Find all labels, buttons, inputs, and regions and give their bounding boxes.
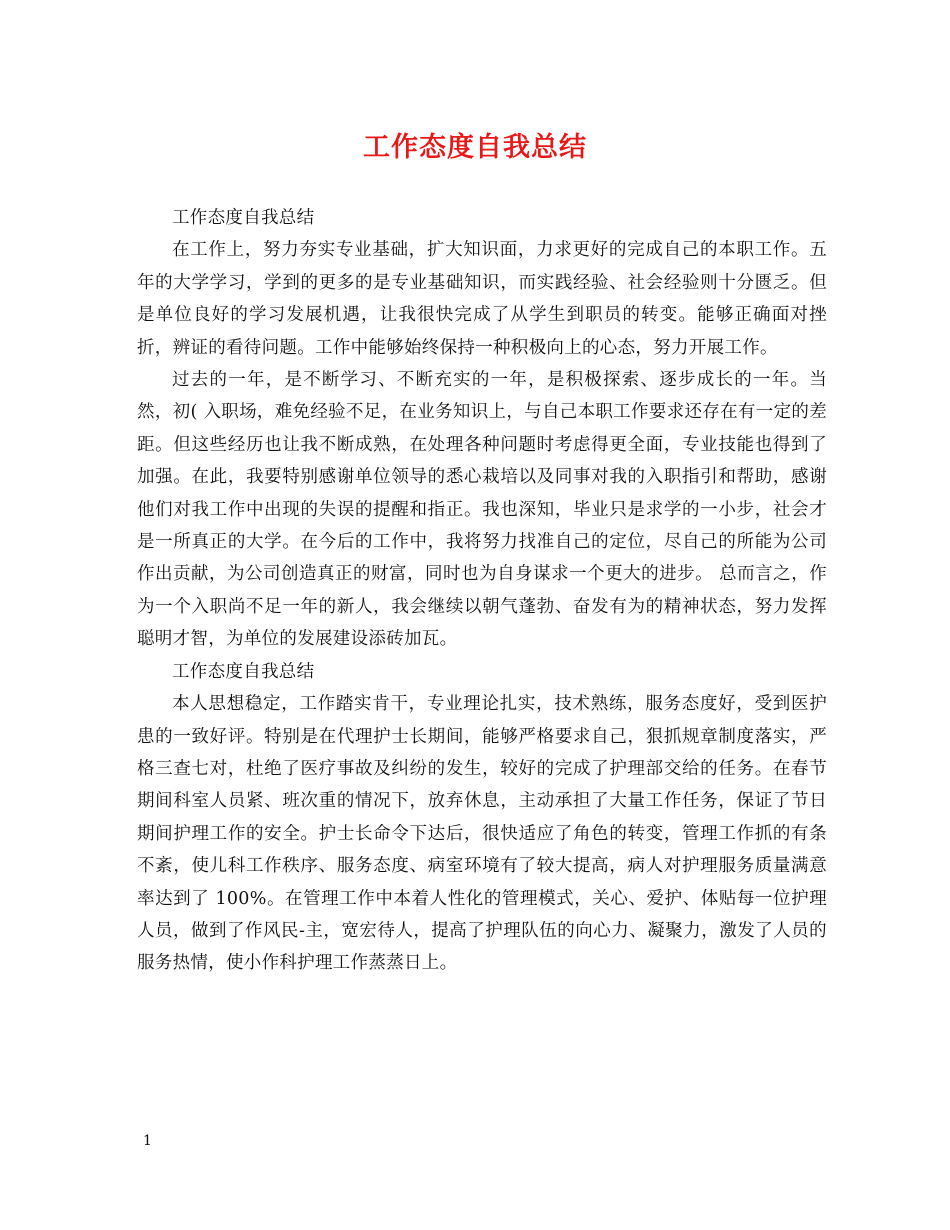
document-body (137, 202, 827, 980)
section-heading-1: 工作态度自我总结 (172, 208, 315, 228)
document-title: 工作态度自我总结 (363, 132, 587, 163)
paragraph-past-year: 过去的一年，是不断学习、不断充实的一年，是积极探索、逐步成长的一年。当然，初( 入职场，难免经验不足，在业务知识上，与自己本职工作要求还存在有一定的差距。但这些经历也让我不断成熟，在处理各种问题时考虑得更全面，专业技能也得到了加强。在此，我要特别感谢单位领导的悉心栽培以及同事对我的入职指引和帮助，感谢他们对我工作中出现的失误的提醒和指正。我也深知，毕业只是求学的一小步，社会才是一所真正的大学。在今后的工作中，我将努力找准自己的定位，尽自己的所能为公司作出贡献，为公司创造真正的财富，同时也为自身谋求一个更大的进步。 总而言之，作为一个入职尚不足一年的新人，我会继续以朝气蓬勃、奋发有为的精神状态，努力发挥聪明才智，为单位的发展建设添砖加瓦。 (137, 370, 827, 650)
page-number: 1 (143, 1133, 152, 1149)
section-heading-2: 工作态度自我总结 (172, 661, 315, 682)
paragraph-nursing-work: 本人思想稳定，工作踏实肯干，专业理论扎实，技术熟练，服务态度好，受到医护患的一致好评。特别是在代理护士长期间，能够严格要求自己，狠抓规章制度落实，严格三查七对，杜绝了医疗事故及纠纷的发生，较好的完成了护理部交给的任务。在春节期间科室人员紧、班次重的情况下，放弃休息，主动承担了大量工作任务，保证了节日期间护理工作的安全。护士长命令下达后，很快适应了角色的转变，管理工作抓的有条不紊，使儿科工作秩序、服务态度、病室环境有了较大提高，病人对护理服务质量满意率达到了 100%。在管理工作中本着人性化的管理模式，关心、爱护、体贴每一位护理人员，做到了作风民-主，宽宏待人，提高了护理队伍的向心力、凝聚力，激发了人员的服务热情，使小作科护理工作蒸蒸日上。 (137, 694, 827, 974)
paragraph-work-foundation: 在工作上，努力夯实专业基础，扩大知识面，力求更好的完成自己的本职工作。五年的大学学习，学到的更多的是专业基础知识，而实践经验、社会经验则十分匮乏。但是单位良好的学习发展机遇，让我很快完成了从学生到职员的转变。能够正确面对挫折，辨证的看待问题。工作中能够始终保持一种积极向上的心态，努力开展工作。 (137, 240, 827, 358)
